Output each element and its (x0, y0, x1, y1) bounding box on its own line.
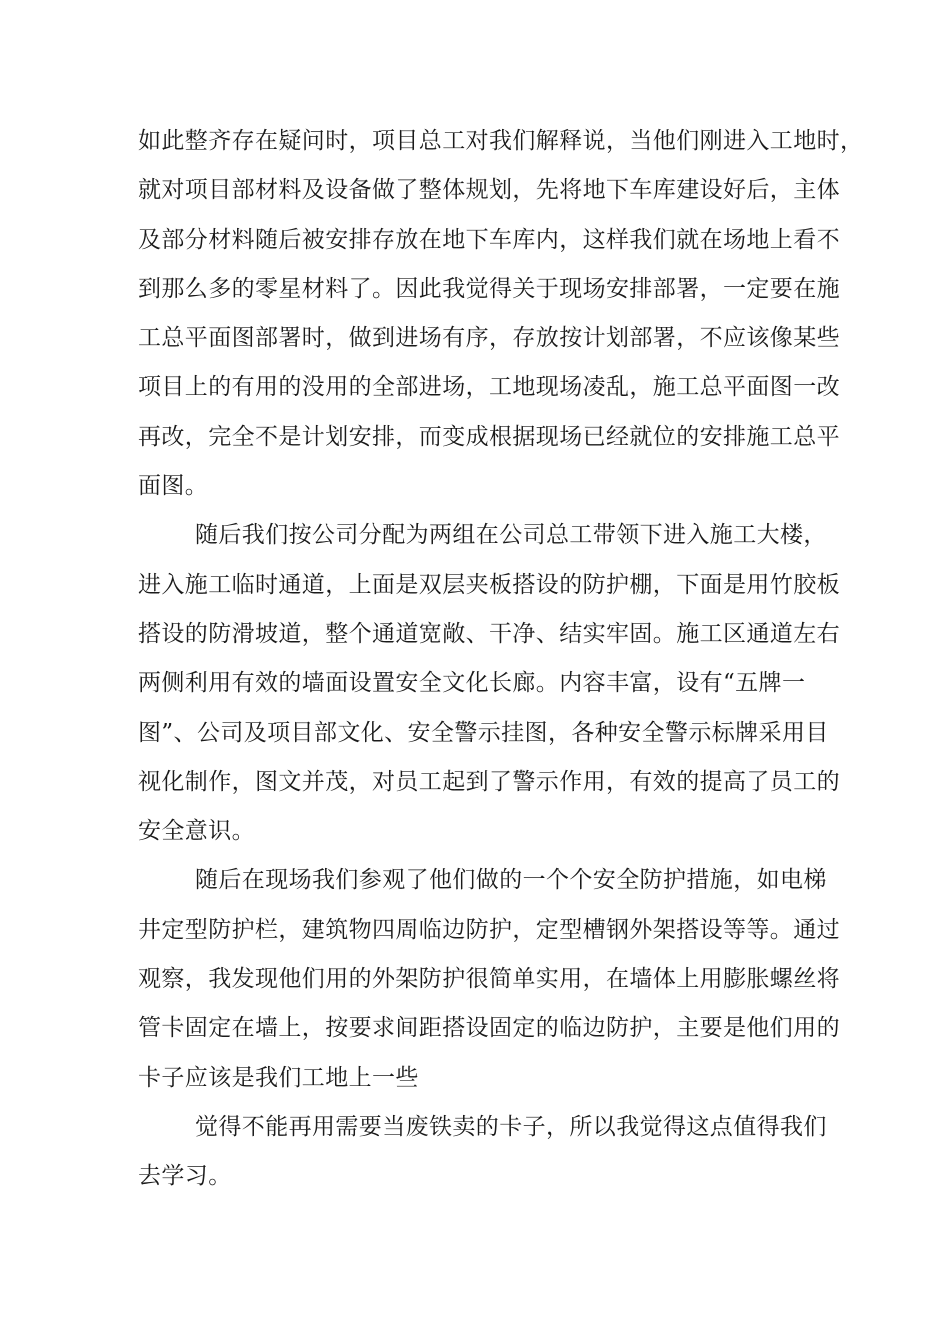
paragraph-2 (138, 511, 840, 856)
text-line: 安全意识。 (138, 818, 255, 845)
text-line: 项目上的有用的没用的全部进场，工地现场凌乱，施工总平面图一改 (138, 374, 840, 401)
document-body (138, 117, 864, 1202)
text-line: 面图。 (138, 473, 209, 500)
text-line: 卡子应该是我们工地上一些 (138, 1064, 419, 1091)
text-line: 随后我们按公司分配为两组在公司总工带领下进入施工大楼， (195, 522, 827, 549)
text-line: 进入施工临时通道，上面是双层夹板搭设的防护棚，下面是用竹胶板 (138, 571, 840, 598)
text-line: 到那么多的零星材料了。因此我觉得关于现场安排部署，一定要在施 (138, 275, 840, 302)
text-line: 视化制作，图文并茂，对员工起到了警示作用，有效的提高了员工的 (138, 768, 840, 795)
text-line: 图”、公司及项目部文化、安全警示挂图，各种安全警示标牌采用目 (138, 719, 829, 746)
paragraph-3 (138, 856, 840, 1102)
text-line: 如此整齐存在疑问时，项目总工对我们解释说，当他们刚进入工地时， (138, 128, 864, 154)
text-line: 井定型防护栏，建筑物四周临边防护，定型槽钢外架搭设等等。通过 (138, 916, 840, 943)
text-line: 去学习。 (138, 1163, 232, 1190)
text-line: 就对项目部材料及设备做了整体规划，先将地下车库建设好后，主体 (138, 177, 840, 204)
text-line: 管卡固定在墙上，按要求间距搭设固定的临边防护，主要是他们用的 (138, 1015, 840, 1042)
paragraph-4 (138, 1103, 828, 1202)
text-line: 观察，我发现他们用的外架防护很简单实用，在墙体上用膨胀螺丝将 (138, 966, 840, 993)
text-line: 工总平面图部署时，做到进场有序，存放按计划部署，不应该像某些 (138, 325, 840, 352)
text-line: 再改，完全不是计划安排，而变成根据现场已经就位的安排施工总平 (138, 423, 840, 450)
text-line: 搭设的防滑坡道，整个通道宽敞、干净、结实牢固。施工区通道左右 (138, 620, 840, 647)
text-line: 觉得不能再用需要当废铁卖的卡子，所以我觉得这点值得我们 (195, 1113, 827, 1140)
text-line: 两侧利用有效的墙面设置安全文化长廊。内容丰富，设有“五牌一 (138, 670, 806, 697)
paragraph-1 (138, 117, 864, 511)
text-line: 及部分材料随后被安排存放在地下车库内，这样我们就在场地上看不 (138, 226, 840, 253)
text-line: 随后在现场我们参观了他们做的一个个安全防护措施，如电梯 (195, 867, 827, 894)
